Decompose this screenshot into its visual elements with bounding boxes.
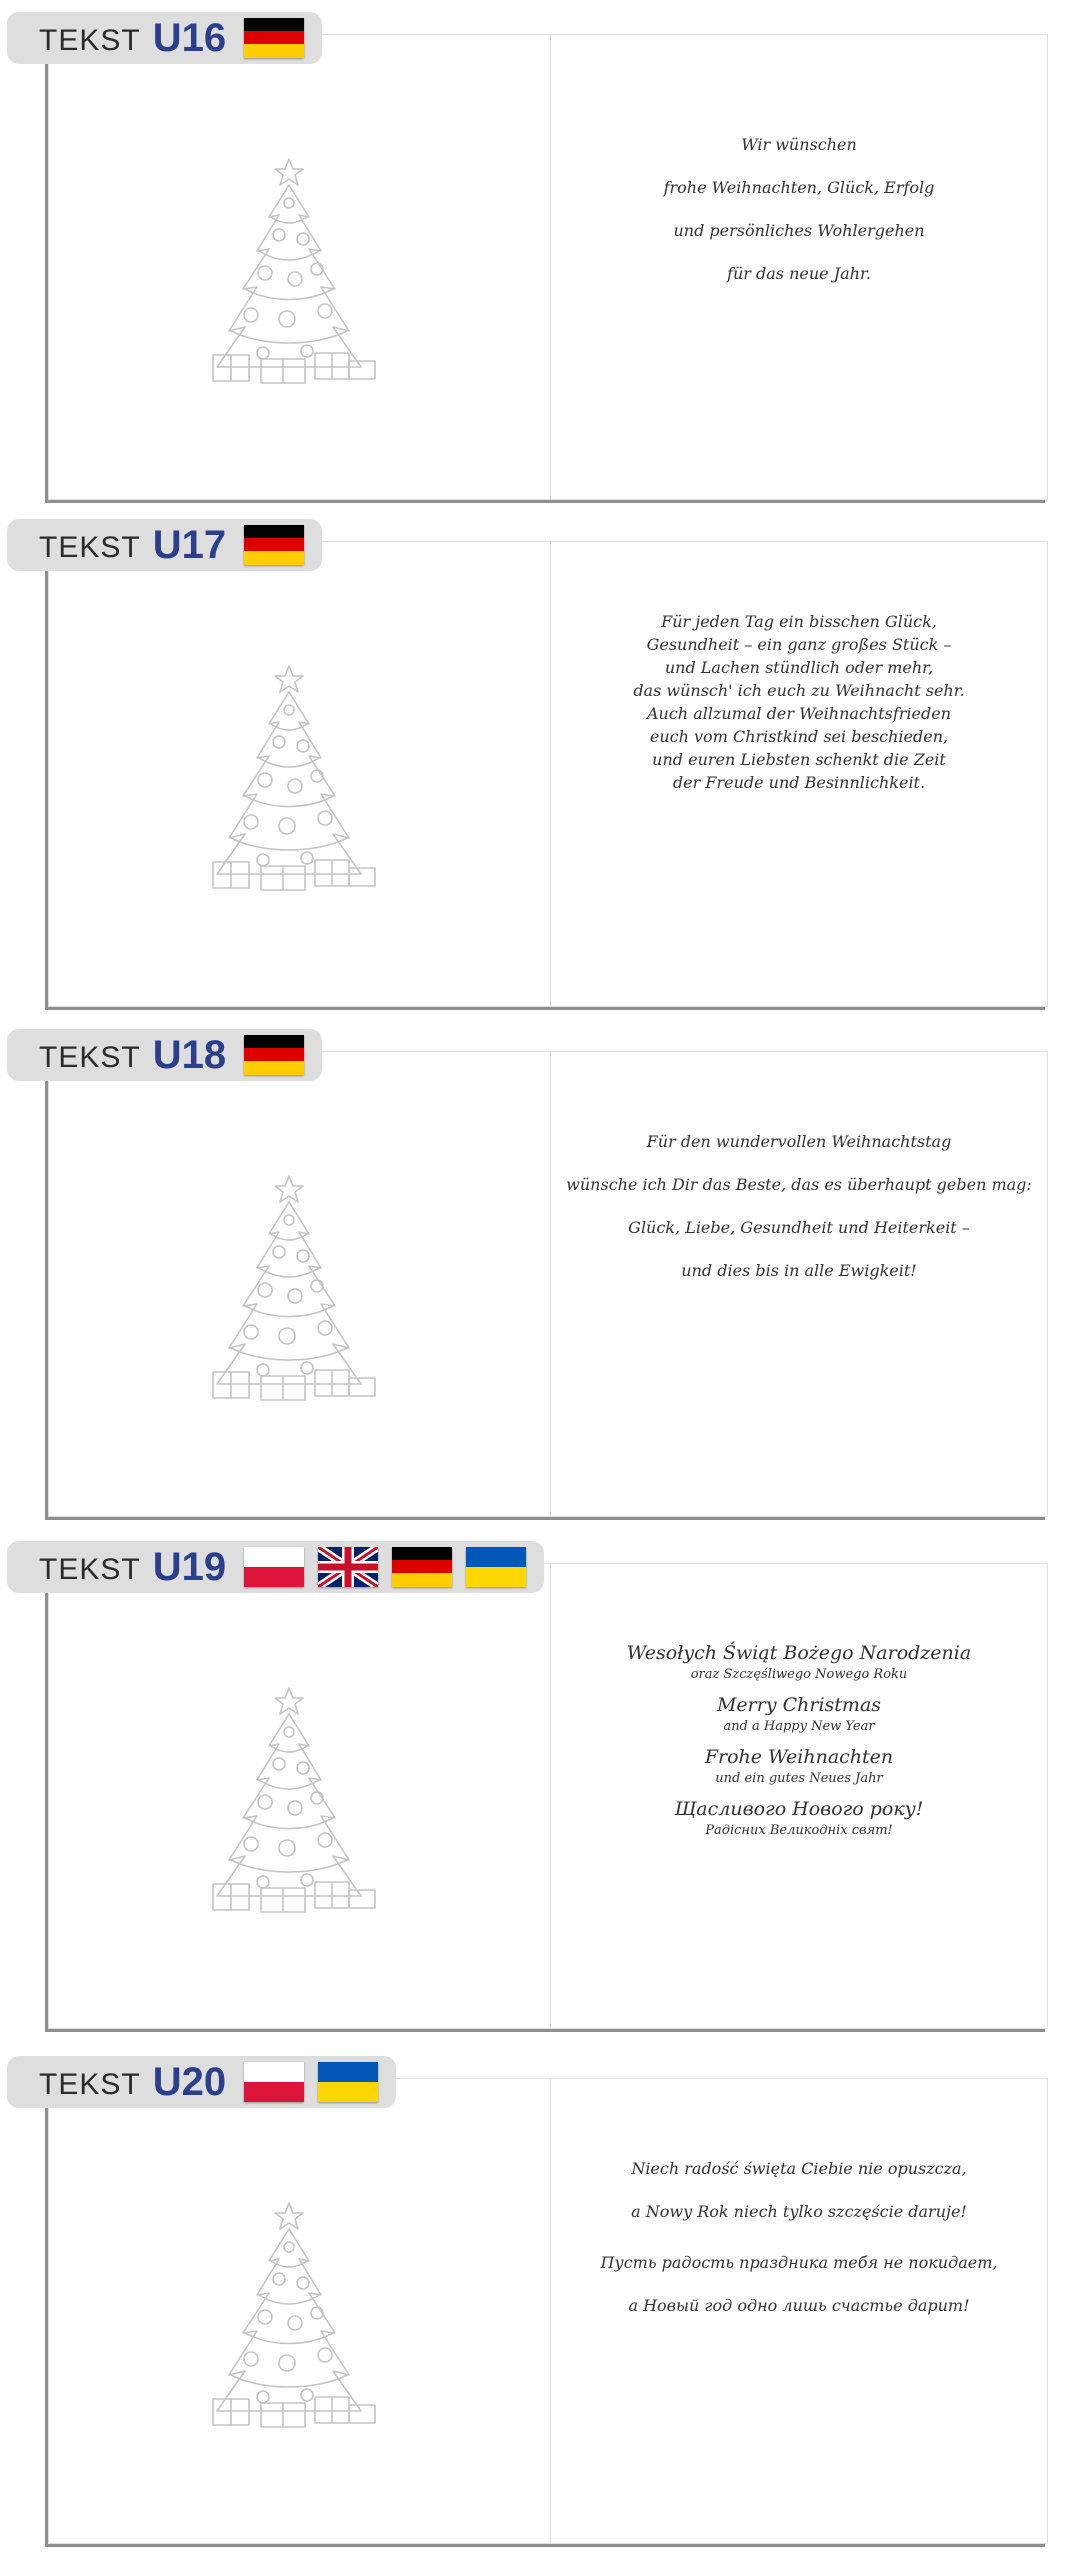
greeting-line: Радісних Великодніх свят! <box>705 1823 893 1838</box>
greeting-line: und persönliches Wohlergehen <box>673 221 925 240</box>
greeting-line: Wesołych Świąt Bożego Narodzenia <box>626 1642 972 1664</box>
christmas-tree-icon <box>199 662 379 892</box>
greeting-line: euch vom Christkind sei beschieden, <box>649 727 949 746</box>
greeting-text <box>551 2147 1047 2327</box>
card-frame <box>48 541 1048 1007</box>
german-flag-icon <box>244 18 304 58</box>
section-code: U20 <box>152 2059 227 2104</box>
greeting-line: das wünsch' ich euch zu Weihnacht sehr. <box>633 681 965 700</box>
greeting-text <box>551 1640 1047 1840</box>
greeting-line: Merry Christmas <box>716 1694 882 1716</box>
section-prefix: TEKST <box>39 1041 141 1074</box>
section-code: U16 <box>152 15 227 60</box>
german-flag-icon <box>244 1035 304 1075</box>
ukrainian-flag-icon <box>318 2062 378 2102</box>
greeting-line: Wir wünschen <box>741 135 857 154</box>
section-prefix: TEKST <box>39 531 141 564</box>
greeting-line: der Freude und Besinnlichkeit. <box>672 773 926 792</box>
greeting-line: und euren Liebsten schenkt die Zeit <box>652 750 946 769</box>
polish-flag-icon <box>244 2062 304 2102</box>
section-prefix: TEKST <box>39 2068 141 2101</box>
greeting-line: а Новый год одно лишь счастье дарит! <box>628 2296 970 2315</box>
christmas-tree-icon <box>199 155 379 385</box>
greeting-line: Щасливого Нового року! <box>674 1798 924 1820</box>
section-header <box>7 519 322 571</box>
section-code: U18 <box>152 1032 227 1077</box>
greeting-text <box>551 1120 1047 1292</box>
greeting-line: frohe Weihnachten, Glück, Erfolg <box>663 178 935 197</box>
christmas-tree-icon <box>199 2199 379 2429</box>
card-frame <box>48 1051 1048 1517</box>
card-frame <box>48 1563 1048 2029</box>
greeting-line: Gesundheit – ein ganz großes Stück – <box>646 635 952 654</box>
section-header <box>7 12 322 64</box>
section-header <box>7 1029 322 1081</box>
card-frame <box>48 2078 1048 2544</box>
christmas-tree-icon <box>199 1684 379 1914</box>
german-flag-icon <box>244 525 304 565</box>
greeting-line: und Lachen stündlich oder mehr, <box>664 658 934 677</box>
greeting-text <box>551 123 1047 295</box>
polish-flag-icon <box>244 1547 304 1587</box>
german-flag-icon <box>392 1547 452 1587</box>
greeting-line: Auch allzumal der Weihnachtsfrieden <box>646 704 952 723</box>
greeting-line: Für den wundervollen Weihnachtstag <box>646 1132 952 1151</box>
greeting-line: Für jeden Tag ein bisschen Glück, <box>661 612 937 631</box>
greeting-line: und dies bis in alle Ewigkeit! <box>681 1261 917 1280</box>
section-code: U19 <box>152 1544 227 1589</box>
greeting-text <box>551 610 1047 794</box>
section-header <box>7 1541 544 1593</box>
greeting-line: and a Happy New Year <box>723 1719 875 1734</box>
section-code: U17 <box>152 522 227 567</box>
greeting-line: oraz Szczęśliwego Nowego Roku <box>690 1667 908 1682</box>
section-prefix: TEKST <box>39 1553 141 1586</box>
greeting-line: wünsche ich Dir das Beste, das es überhaupt geben mag: <box>566 1175 1032 1194</box>
greeting-line: Glück, Liebe, Gesundheit und Heiterkeit – <box>628 1218 970 1237</box>
section-prefix: TEKST <box>39 24 141 57</box>
greeting-line: Niech radość święta Ciebie nie opuszcza, <box>631 2159 967 2178</box>
greeting-line: a Nowy Rok niech tylko szczęście daruje! <box>631 2202 967 2221</box>
card-frame <box>48 34 1048 500</box>
section-header <box>7 2056 396 2108</box>
ukrainian-flag-icon <box>466 1547 526 1587</box>
uk-flag-icon <box>318 1547 378 1587</box>
greeting-line: Пусть радость праздника тебя не покидает, <box>600 2253 998 2272</box>
greeting-line: Frohe Weihnachten <box>704 1746 894 1768</box>
christmas-tree-icon <box>199 1172 379 1402</box>
greeting-line: und ein gutes Neues Jahr <box>715 1771 883 1786</box>
greeting-line: für das neue Jahr. <box>727 264 871 283</box>
